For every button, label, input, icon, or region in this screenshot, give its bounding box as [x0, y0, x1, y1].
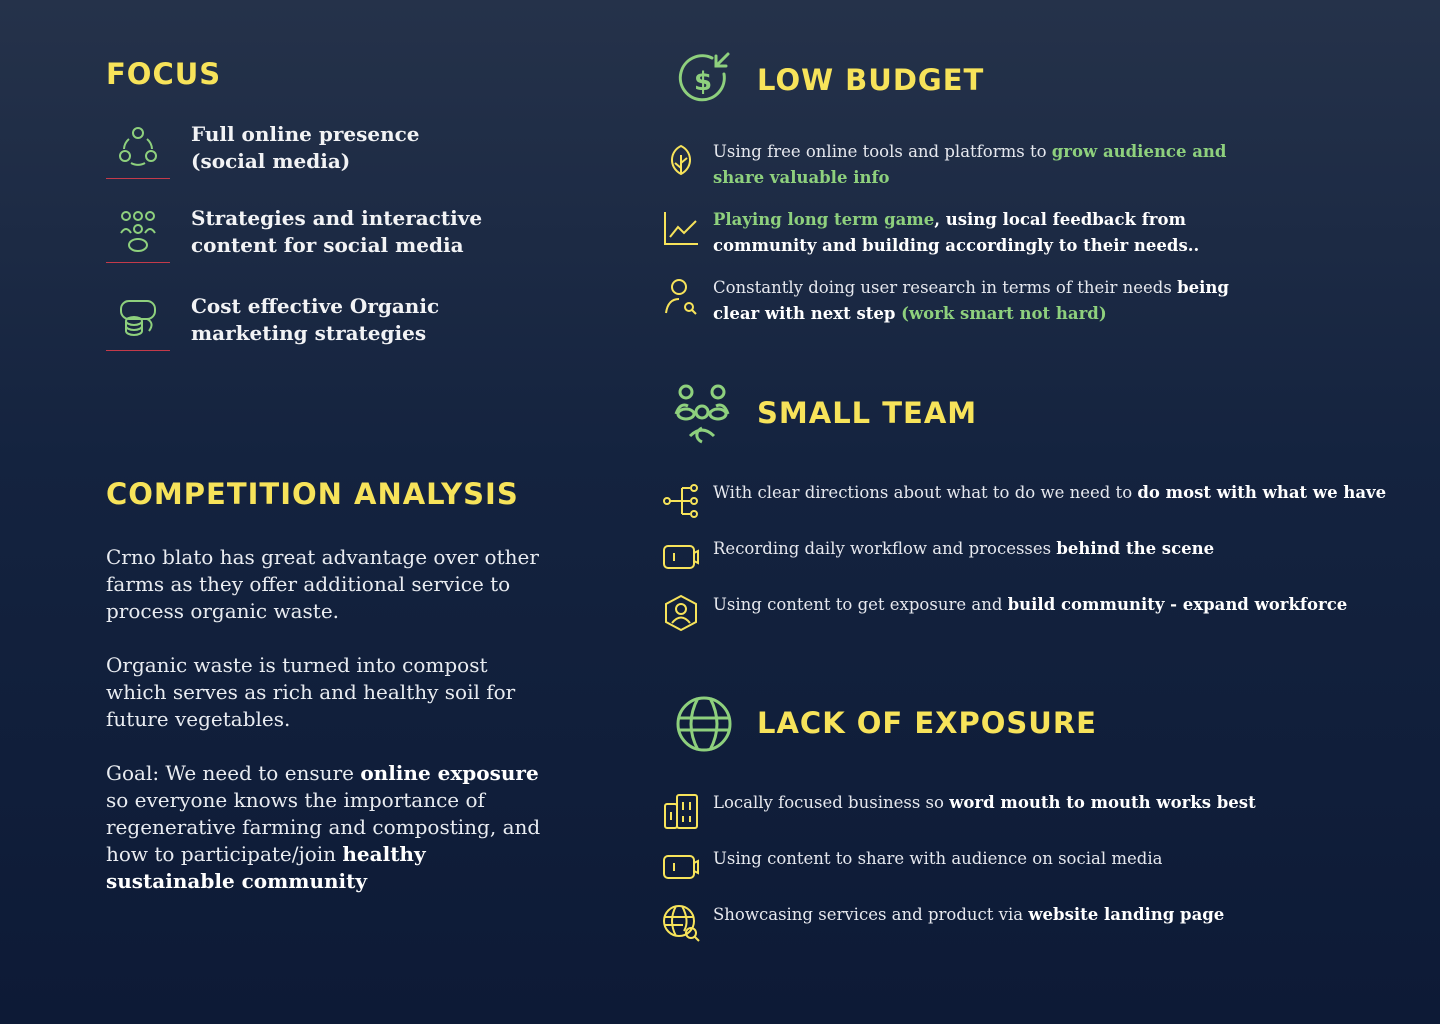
- svg-text:$: $: [694, 67, 713, 97]
- focus-item-text: Cost effective Organic marketing strategies: [191, 294, 440, 345]
- team-icon: [672, 382, 736, 446]
- row-text: Recording daily workflow and processes behind the scene: [713, 539, 1215, 558]
- video-camera-icon: [660, 536, 702, 578]
- exposure-heading: LACK OF EXPOSURE: [757, 706, 1097, 740]
- flow-branch-icon: [660, 480, 702, 522]
- user-hexagon-icon: [660, 592, 702, 634]
- focus-item-online-presence: [106, 121, 566, 193]
- coins-hand-icon: [106, 293, 170, 351]
- row-text: Using content to share with audience on social media: [713, 849, 1163, 868]
- row-text: With clear directions about what to do we need to do most with what we have: [713, 483, 1387, 502]
- row-text: Showcasing services and product via website landing page: [713, 905, 1225, 924]
- focus-heading: FOCUS: [106, 57, 222, 91]
- competition-goal-paragraph: Goal: We need to ensure online exposure so everyone knows the importance of regenerative farming and composting, and how to participate/join healthy sustainable community: [106, 761, 541, 893]
- globe-icon: [672, 692, 736, 756]
- competition-paragraph-2: Organic waste is turned into compost which serves as rich and healthy soil for future vegetables.: [106, 653, 516, 731]
- team-group-icon: [106, 205, 170, 263]
- row-text: Using content to get exposure and build community - expand workforce: [713, 595, 1348, 614]
- line-chart-icon: [660, 207, 702, 249]
- row-text: Locally focused business so word mouth to mouth works best: [713, 793, 1256, 812]
- row-text: Constantly doing user research in terms of their needs being clear with next step (work smart not hard): [713, 278, 1229, 323]
- video-camera-icon: [660, 846, 702, 888]
- globe-search-icon: [660, 902, 702, 944]
- people-cycle-icon: [106, 121, 170, 179]
- leaf-icon: [660, 139, 702, 181]
- row-text: Playing long term game, using local feedback from community and building accordingly to their needs..: [713, 210, 1200, 255]
- focus-item-strategies: [106, 205, 566, 277]
- user-search-icon: [660, 275, 702, 317]
- focus-item-text: Strategies and interactive content for social media: [191, 206, 483, 257]
- focus-item-cost-effective: [106, 293, 566, 365]
- buildings-icon: [660, 790, 702, 832]
- small-team-heading: SMALL TEAM: [757, 396, 978, 430]
- row-text: Using free online tools and platforms to grow audience and share valuable info: [713, 142, 1227, 187]
- competition-heading: COMPETITION ANALYSIS: [106, 477, 519, 511]
- focus-item-text: Full online presence (social media): [191, 122, 420, 173]
- low-budget-heading: LOW BUDGET: [757, 63, 985, 97]
- competition-paragraph-1: Crno blato has great advantage over other farms as they offer additional service to process organic waste.: [106, 545, 539, 623]
- dollar-refresh-icon: [672, 48, 736, 112]
